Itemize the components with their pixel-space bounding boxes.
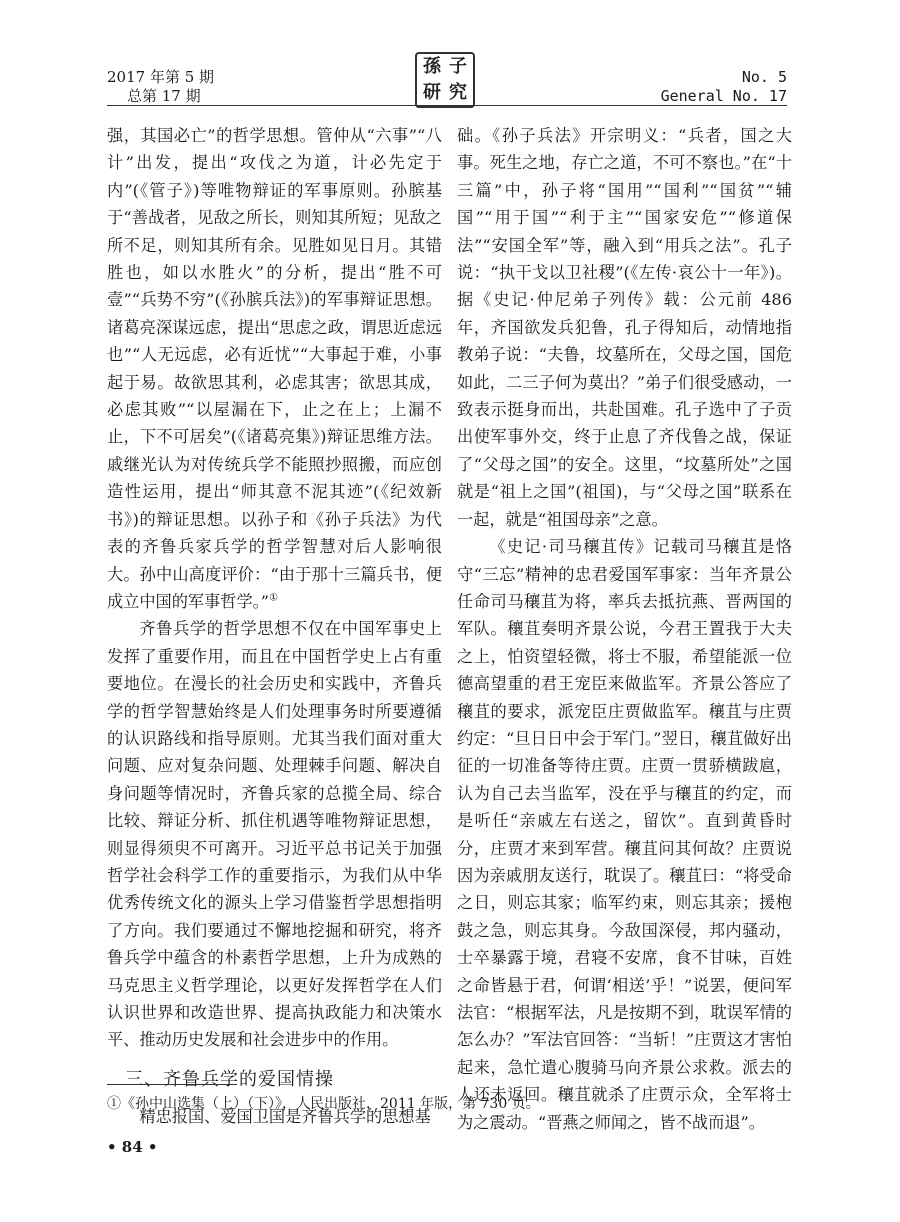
footnote-rule [107, 1084, 237, 1085]
total-issue: 总第 17 期 [127, 87, 201, 105]
paragraph: 齐鲁兵学的哲学思想不仅在中国军事史上发挥了重要作用，而且在中国哲学史上占有重要地位。在漫长的社会历史和实践中，齐鲁兵学的哲学智慧始终是人们处理事务时所要遵循的认识路线和指导原则。尤其当我们面对重大问题、应对复杂问题、处理棘手问题、解决自身问题等情况时，齐鲁兵家的总揽全局、综合比较、辩证分析、抓住机遇等唯物辩证思想，则显得须臾不可离开。习近平总书记关于加强哲学社会科学工作的重要指示，为我们从中华优秀传统文化的源头上学习借鉴哲学思想指明了方向。我们要通过不懈地挖掘和研究，将齐鲁兵学中蕴含的朴素哲学思想，上升为成熟的马克思主义哲学理论，以更好发挥哲学在人们认识世界和改造世界、提高执政能力和决策水平、推动历史发展和社会进步中的作用。 [107, 619, 442, 1050]
journal-issue-right [661, 68, 787, 106]
paragraph: 精忠报国、爱国卫国是齐鲁兵学的思想基 [139, 1107, 431, 1127]
footnote-mark[interactable]: ① [269, 592, 279, 604]
paragraph [107, 122, 442, 615]
page-number: • 84 • [107, 1138, 158, 1156]
paragraph: 础。《孙子兵法》开宗明义：“兵者，国之大事。死生之地，存亡之道，不可不察也。”在“十三篇”中，孙子将“国用”“国利”“国贫”“辅国”“用于国”“利于主”“国家安危”“修道保法”“安国全军”等，融入到“用兵之法”。孔子说：“执干戈以卫社稷”(《左传·哀公十一年》)。据《史记·仲尼弟子列传》载：公元前 486 年，齐国欲发兵犯鲁，孔子得知后，动情地指教弟子说：“夫鲁，坟墓所在，父母之国，国危如此，二三子何为莫出？”弟子们很受感动，一致表示挺身而出，共赴国难。孔子选中了子贡出使军事外交，终于止息了齐伐鲁之战，保证了“父母之国”的安全。这里，“坟墓所处”之国就是“祖上之国”(祖国)，与“父母之国”联系在一起，就是“祖国母亲”之意。 [457, 126, 792, 529]
logo-char: 子 [449, 56, 467, 77]
general-number: General No. 17 [660, 87, 787, 105]
logo-char: 研 [423, 82, 441, 103]
right-column [457, 122, 792, 1136]
footnote: ①《孙中山选集（上）（下）》，人民出版社，2011 年版，第 730 页。 [107, 1096, 540, 1112]
logo-char: 孫 [423, 56, 441, 77]
logo-char: 究 [449, 82, 467, 103]
paragraph-text: 强，其国必亡”的哲学思想。管仲从“六事”“八计”出发，提出“攻伐之为道，计必先定于内”(《管子》)等唯物辩证的军事原则。孙膑基于“善战者，见敌之所长，则知其所短；见敌之所不足，则知其所有余。见胜如见日月。其错胜也，如以水胜火”的分析，提出“胜不可壹”“兵势不穷”(《孙膑兵法》)的军事辩证思想。诸葛亮深谋远虑，提出“思虑之政，谓思近虑远也”“人无远虑，必有近忧”“大事起于难，小事起于易。故欲思其利，必虑其害；欲思其成，必虑其败”“以屋漏在下，止之在上；上漏不止，下不可居矣”(《诸葛亮集》)辩证思维方法。戚继光认为对传统兵学不能照抄照搬，而应创造性运用，提出“师其意不泥其迹”(《纪效新书》)的辩证思想。以孙子和《孙子兵法》为代表的齐鲁兵家兵学的哲学智慧对后人影响很大。孙中山高度评价：“由于那十三篇兵书，便成立中国的军事哲学。” [107, 126, 442, 611]
paragraph: 《史记·司马穰苴传》记载司马穰苴是恪守“三忘”精神的忠君爱国军事家：当年齐景公任命司马穰苴为将，率兵去抵抗燕、晋两国的军队。穰苴奏明齐景公说，今君王置我于大夫之上，怕资望轻微，将士不服，希望能派一位德高望重的君王宠臣来做监军。齐景公答应了穰苴的要求，派宠臣庄贾做监军。穰苴与庄贾约定：“旦日日中会于军门。”翌日，穰苴做好出征的一切准备等待庄贾。庄贾一贯骄横跋扈，认为自己去当监军，没在乎与穰苴的约定，而是听任“亲戚左右送之，留饮”。直到黄昏时分，庄贾才来到军营。穰苴问其何故？庄贾说因为亲戚朋友送行，耽误了。穰苴曰：“将受命之日，则忘其家；临军约束，则忘其亲；援枹鼓之急，则忘其身。今敌国深侵，邦内骚动，士卒暴露于境，君寝不安席，食不甘味，百姓之命皆悬于君，何谓‘相送’乎！”说罢，便问军法官：“根据军法，凡是按期不到，耽误军情的怎么办？”军法官回答：“当斩！”庄贾这才害怕起来，急忙遣心腹骑马向齐景公求救。派去的人还未返回。穰苴就杀了庄贾示众，全军将士为之震动。“晋燕之师闻之，皆不战而退”。 [457, 537, 792, 1132]
journal-issue-left [107, 68, 214, 106]
issue-number: No. 5 [741, 68, 787, 86]
left-column [107, 122, 442, 1131]
journal-logo [415, 52, 475, 108]
year-issue: 2017 年第 5 期 [107, 68, 215, 86]
header-rule [107, 105, 787, 106]
section-heading: 三、齐鲁兵学的爱国情操 [125, 1068, 334, 1090]
